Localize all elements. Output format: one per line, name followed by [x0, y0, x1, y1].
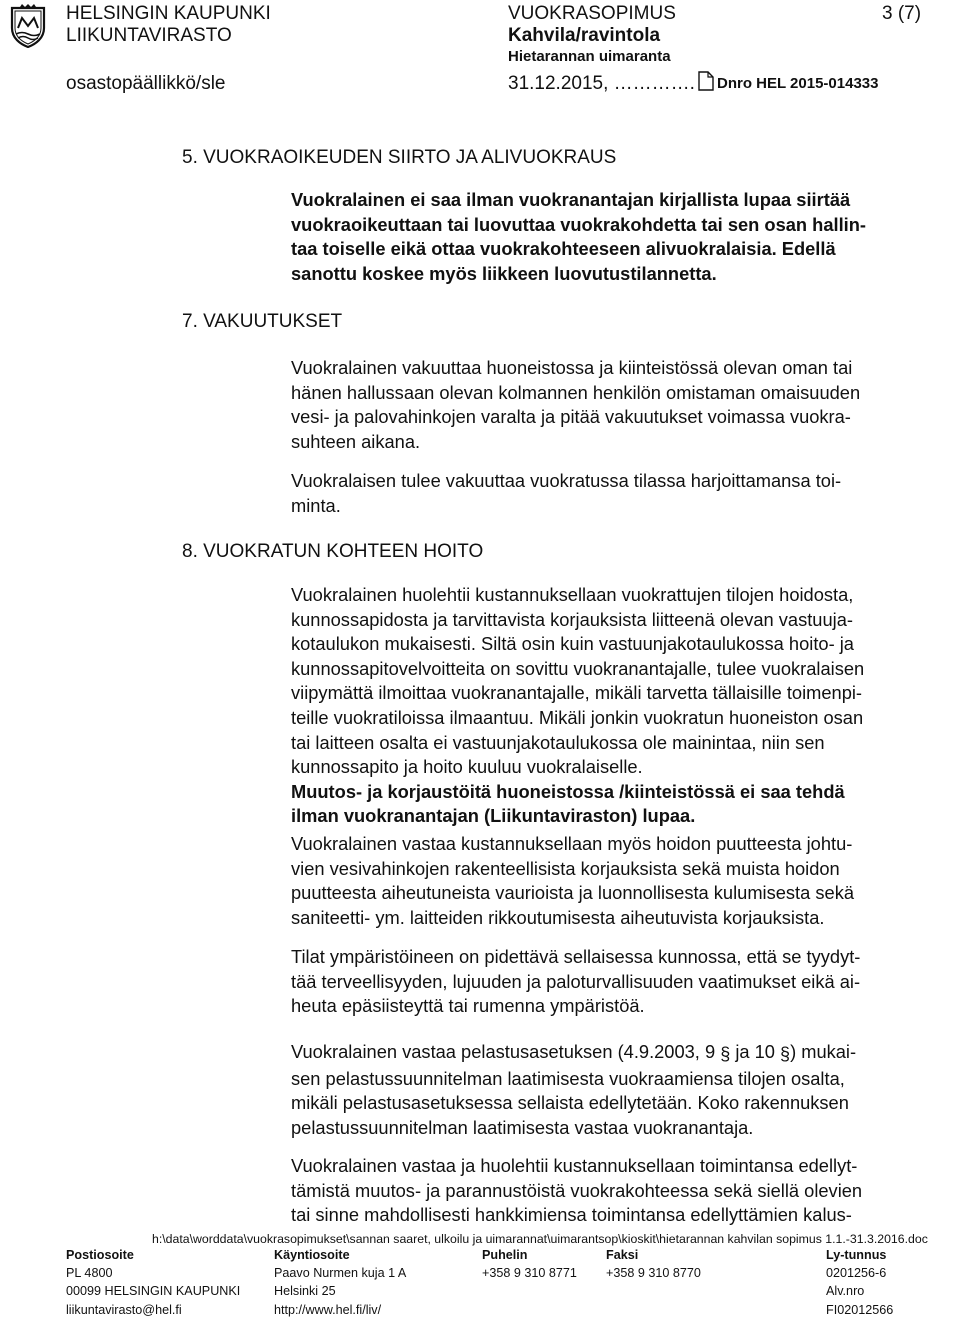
text-line: vien vesivahinkojen rakenteellisista korjauksista sekä muista hoidon: [291, 857, 840, 879]
text-line: [291, 1040, 951, 1067]
footer-heading: Puhelin: [482, 1248, 528, 1262]
section-7-paragraph-1: [291, 356, 951, 454]
text-line-bold: Muutos- ja korjaustöitä huoneistossa /kiinteistössä ei saa tehdä: [291, 780, 845, 802]
text-line: tämistä muutos- ja parannustöistä vuokrakohteessa sekä siellä olevien: [291, 1179, 863, 1201]
footer-line: +358 9 310 8770: [606, 1266, 701, 1281]
document-location: Hietarannan uimaranta: [508, 48, 671, 65]
text-line: viipymättä ilmoittaa vuokranantajalle, mikäli tarvetta tällaisille toimenpi-: [291, 682, 863, 704]
text-line: kunnossapito ja hoito kuuluu vuokralaiselle.: [291, 756, 643, 778]
document-icon: [697, 70, 715, 92]
section-5-paragraph: [291, 188, 951, 286]
text-line: heuta epäsiisteyttä tai rumenna ympäristöä.: [291, 995, 645, 1017]
text-line: minta.: [291, 494, 341, 516]
section-sign: §: [780, 1044, 791, 1064]
footer-line: 00099 HELSINGIN KAUPUNKI: [66, 1284, 241, 1299]
document-date: 31.12.2015, ………….: [508, 73, 695, 94]
text-line: kotaulukon mukaisesti. Siltä osin kuin vastuunjakotaulukossa hoito- ja: [291, 633, 854, 655]
text-line-bold: ilman vuokranantajan (Liikuntaviraston) lupaa.: [291, 805, 696, 827]
footer-phone: [482, 1246, 577, 1282]
footer-fax: [606, 1246, 701, 1282]
section-7-heading: 7. VAKUUTUKSET: [182, 311, 343, 332]
footer-heading: Faksi: [606, 1248, 639, 1262]
text-line: kunnossapitovelvoitteita on sovittu vuokranantajalle, tulee vuokralaisen: [291, 657, 865, 679]
text-line: Vuokralaisen tulee vakuuttaa vuokratussa tilassa harjoittamansa toi-: [291, 470, 842, 491]
footer-line: FI02012566: [826, 1302, 894, 1317]
text-line: taa toiselle eikä ottaa vuokrakohteeseen alivuokralaisia. Edellä: [291, 238, 836, 260]
footer-web-link[interactable]: http://www.hel.fi/liv/: [274, 1302, 382, 1317]
footer-email-link[interactable]: liikuntavirasto@hel.fi: [66, 1302, 182, 1317]
section-8-paragraph-3: [291, 945, 951, 1019]
footer-line: PL 4800: [66, 1266, 113, 1281]
section-5-heading: 5. VUOKRAOIKEUDEN SIIRTO JA ALIVUOKRAUS: [182, 147, 617, 168]
org-department: LIIKUNTAVIRASTO: [66, 25, 232, 46]
text-line: sanottu koskee myös liikkeen luovutustilannetta.: [291, 262, 717, 284]
text-line: tää terveellisyyden, lujuuden ja paloturvallisuuden vaatimukset eikä ai-: [291, 970, 861, 992]
text-line: tai laitteen osalta ei vastuunjakotaulukossa ole mainintaa, niin sen: [291, 731, 825, 753]
text-span: Vuokralainen vastaa pelastusasetuksen (4.9.2003, 9: [291, 1041, 721, 1062]
org-name: HELSINGIN KAUPUNKI: [66, 3, 271, 24]
text-line: teille vuokratiloissa ilmaantuu. Mikäli jonkin vuokratun huoneiston osan: [291, 706, 864, 728]
text-line: tai sinne mahdollisesti hankkimiensa toimintansa edellyttämien kalus-: [291, 1204, 852, 1226]
document-author: osastopäällikkö/sle: [66, 73, 226, 94]
text-line: vuokraoikeuttaan tai luovuttaa vuokrakohdetta tai sen osan hallin-: [291, 213, 866, 235]
text-line: kunnossapidosta ja tarvittavista korjauksista liitteenä olevan vastuuja-: [291, 608, 853, 630]
text-span: ) mukai-: [790, 1041, 857, 1062]
section-8-paragraph-2: [291, 832, 951, 930]
text-line: saniteetti- ym. laitteiden rikkoutumisesta aiheutuvista korjauksista.: [291, 906, 825, 928]
helsinki-crest-icon: [6, 4, 50, 48]
section-8-heading: 8. VUOKRATUN KOHTEEN HOITO: [182, 541, 484, 562]
footer-visiting-address: [274, 1246, 406, 1319]
footer-heading: Ly-tunnus: [826, 1248, 887, 1262]
text-line: Vuokralainen vastaa ja huolehtii kustannuksellaan toimintansa edellyt-: [291, 1155, 858, 1176]
document-subject: Kahvila/ravintola: [508, 25, 661, 46]
text-line: Tilat ympäristöineen on pidettävä sellaisessa kunnossa, että se tyydyt-: [291, 946, 861, 967]
footer-file-path: h:\data\worddata\vuokrasopimukset\sannan saaret, ulkoilu ja uimarannat\uimarantsop\kioskit\hietarannan kahvilan sopimus 1.1.-31.3.2016.doc: [152, 1232, 928, 1246]
footer-line: Helsinki 25: [274, 1284, 336, 1299]
text-span: ja 10: [730, 1041, 781, 1062]
footer-postal-address: [66, 1246, 240, 1319]
text-line: Vuokralainen huolehtii kustannuksellaan vuokrattujen tilojen hoidosta,: [291, 584, 854, 605]
text-line: pelastussuunnitelman laatimisesta vastaa vuokranantaja.: [291, 1116, 754, 1138]
section-sign: §: [720, 1044, 731, 1064]
document-dnro: Dnro HEL 2015-014333: [717, 75, 879, 92]
footer-heading: Postiosoite: [66, 1248, 134, 1262]
text-line: mikäli pelastusasetuksessa sellaista edellytetään. Koko rakennuksen: [291, 1092, 849, 1114]
footer-line: 0201256-6: [826, 1266, 887, 1281]
footer-line: Alv.nro: [826, 1284, 865, 1299]
footer-line: Paavo Nurmen kuja 1 A: [274, 1266, 407, 1281]
page-number: 3 (7): [882, 3, 922, 24]
section-8-paragraph-4: [291, 1040, 951, 1140]
text-line: sen pelastussuunnitelman laatimisesta vuokraamiensa tilojen osalta,: [291, 1067, 845, 1089]
section-8-paragraph-1: [291, 583, 951, 829]
text-line: Vuokralainen vastaa kustannuksellaan myös hoidon puutteesta johtu-: [291, 833, 853, 854]
text-line: hänen hallussaan olevan kolmannen henkilön omistaman omaisuuden: [291, 381, 861, 403]
section-7-paragraph-2: [291, 469, 951, 518]
footer-line: +358 9 310 8771: [482, 1266, 577, 1281]
section-8-paragraph-5: [291, 1154, 951, 1228]
text-line: suhteen aikana.: [291, 430, 421, 452]
document-type: VUOKRASOPIMUS: [508, 3, 676, 24]
text-line: Vuokralainen ei saa ilman vuokranantajan kirjallista lupaa siirtää: [291, 189, 851, 210]
text-line: puutteesta aiheutuneista vaurioista ja luonnollisesta kulumisesta sekä: [291, 882, 854, 904]
text-line: Vuokralainen vakuuttaa huoneistossa ja kiinteistössä olevan oman tai: [291, 357, 853, 378]
footer-business-id: [826, 1246, 893, 1319]
text-line: vesi- ja palovahinkojen varalta ja pitää vakuutukset voimassa vuokra-: [291, 406, 851, 428]
footer-heading: Käyntiosoite: [274, 1248, 350, 1262]
